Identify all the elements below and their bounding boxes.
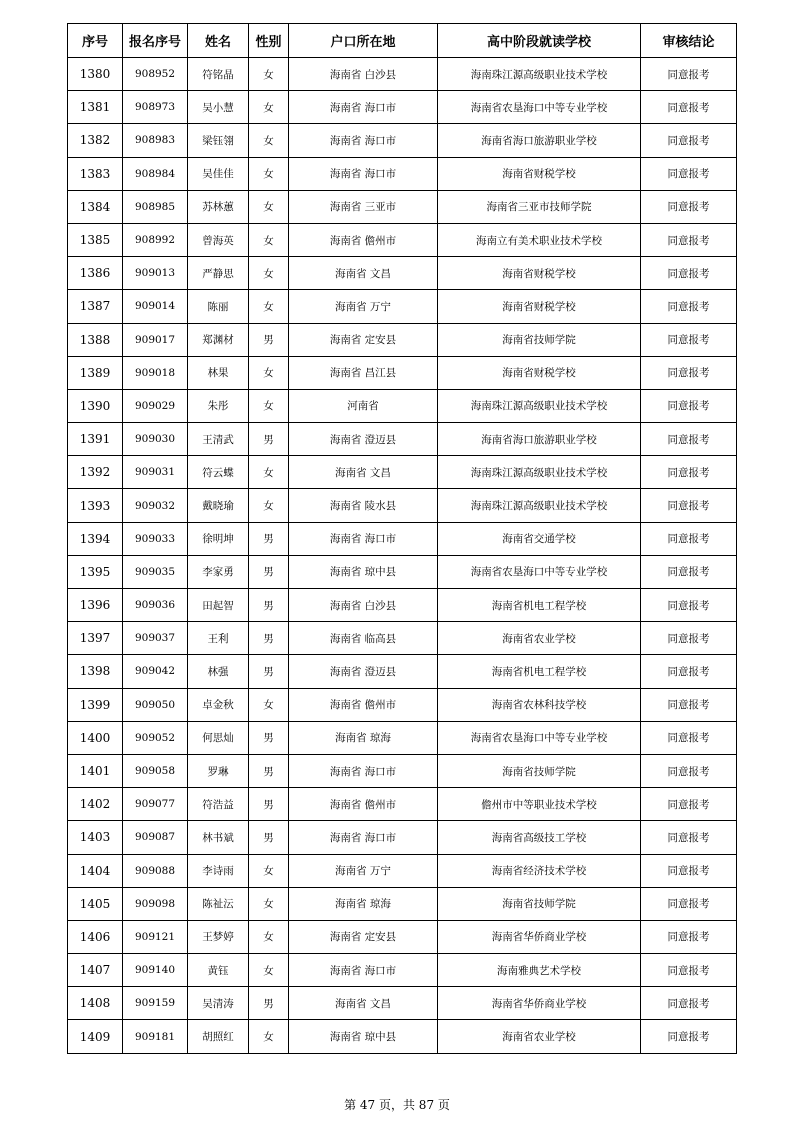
cell-conclusion: 同意报考	[641, 290, 737, 323]
cell-reg-no: 909033	[123, 522, 188, 555]
cell-school: 海南省农业学校	[438, 1020, 641, 1053]
table-row	[68, 423, 737, 456]
cell-seq: 1409	[68, 1020, 123, 1053]
cell-hukou: 海南省 海口市	[289, 821, 438, 854]
cell-reg-no: 909077	[123, 788, 188, 821]
cell-reg-no: 909159	[123, 987, 188, 1020]
cell-conclusion: 同意报考	[641, 157, 737, 190]
cell-seq: 1405	[68, 887, 123, 920]
table-row	[68, 821, 737, 854]
cell-hukou: 海南省 定安县	[289, 920, 438, 953]
table-row	[68, 589, 737, 622]
cell-conclusion: 同意报考	[641, 854, 737, 887]
cell-name: 黄钰	[188, 954, 249, 987]
cell-school: 海南省技师学院	[438, 323, 641, 356]
cell-reg-no: 909037	[123, 622, 188, 655]
cell-gender: 女	[249, 854, 289, 887]
cell-name: 罗琳	[188, 754, 249, 787]
cell-hukou: 海南省 海口市	[289, 91, 438, 124]
table-row	[68, 356, 737, 389]
table-body	[68, 58, 737, 1054]
table-row	[68, 754, 737, 787]
cell-reg-no: 908983	[123, 124, 188, 157]
table-row	[68, 555, 737, 588]
cell-name: 符铭晶	[188, 58, 249, 91]
cell-hukou: 海南省 文昌	[289, 257, 438, 290]
cell-conclusion: 同意报考	[641, 323, 737, 356]
table-row	[68, 323, 737, 356]
cell-hukou: 海南省 文昌	[289, 987, 438, 1020]
cell-gender: 女	[249, 456, 289, 489]
cell-seq: 1386	[68, 257, 123, 290]
cell-name: 胡照红	[188, 1020, 249, 1053]
cell-reg-no: 909052	[123, 721, 188, 754]
column-header-gender: 性别	[249, 24, 289, 58]
cell-name: 郑渊材	[188, 323, 249, 356]
table-row	[68, 389, 737, 422]
cell-conclusion: 同意报考	[641, 954, 737, 987]
cell-gender: 男	[249, 555, 289, 588]
cell-reg-no: 909088	[123, 854, 188, 887]
cell-seq: 1388	[68, 323, 123, 356]
cell-gender: 女	[249, 887, 289, 920]
cell-conclusion: 同意报考	[641, 721, 737, 754]
cell-gender: 女	[249, 223, 289, 256]
cell-hukou: 海南省 澄迈县	[289, 655, 438, 688]
cell-school: 海南省农林科技学校	[438, 688, 641, 721]
table-row	[68, 920, 737, 953]
cell-name: 李诗雨	[188, 854, 249, 887]
cell-seq: 1407	[68, 954, 123, 987]
cell-conclusion: 同意报考	[641, 456, 737, 489]
cell-seq: 1398	[68, 655, 123, 688]
cell-name: 苏林蕙	[188, 190, 249, 223]
cell-name: 吴小慧	[188, 91, 249, 124]
cell-school: 海南省高级技工学校	[438, 821, 641, 854]
cell-school: 海南立有美术职业技术学校	[438, 223, 641, 256]
cell-seq: 1399	[68, 688, 123, 721]
cell-seq: 1384	[68, 190, 123, 223]
cell-school: 海南省财税学校	[438, 157, 641, 190]
cell-reg-no: 909121	[123, 920, 188, 953]
cell-gender: 男	[249, 655, 289, 688]
cell-hukou: 海南省 琼海	[289, 721, 438, 754]
cell-name: 林书斌	[188, 821, 249, 854]
cell-conclusion: 同意报考	[641, 58, 737, 91]
column-header-seq: 序号	[68, 24, 123, 58]
table-row	[68, 788, 737, 821]
cell-gender: 女	[249, 489, 289, 522]
cell-gender: 男	[249, 788, 289, 821]
cell-name: 严静思	[188, 257, 249, 290]
table-row	[68, 290, 737, 323]
table-row	[68, 854, 737, 887]
cell-gender: 女	[249, 190, 289, 223]
cell-school: 海南省农垦海口中等专业学校	[438, 91, 641, 124]
cell-seq: 1403	[68, 821, 123, 854]
cell-gender: 男	[249, 622, 289, 655]
cell-school: 海南省交通学校	[438, 522, 641, 555]
cell-name: 林果	[188, 356, 249, 389]
table-row	[68, 1020, 737, 1053]
cell-name: 梁钰翎	[188, 124, 249, 157]
cell-hukou: 海南省 海口市	[289, 522, 438, 555]
cell-conclusion: 同意报考	[641, 489, 737, 522]
cell-conclusion: 同意报考	[641, 987, 737, 1020]
cell-reg-no: 909031	[123, 456, 188, 489]
cell-seq: 1393	[68, 489, 123, 522]
cell-name: 田起智	[188, 589, 249, 622]
cell-seq: 1387	[68, 290, 123, 323]
cell-reg-no: 909042	[123, 655, 188, 688]
cell-hukou: 河南省	[289, 389, 438, 422]
cell-school: 海南省农垦海口中等专业学校	[438, 721, 641, 754]
cell-school: 海南省海口旅游职业学校	[438, 124, 641, 157]
cell-seq: 1400	[68, 721, 123, 754]
column-header-reg-no: 报名序号	[123, 24, 188, 58]
cell-school: 海南省机电工程学校	[438, 655, 641, 688]
cell-conclusion: 同意报考	[641, 688, 737, 721]
cell-reg-no: 909087	[123, 821, 188, 854]
cell-conclusion: 同意报考	[641, 788, 737, 821]
cell-hukou: 海南省 海口市	[289, 124, 438, 157]
table-row	[68, 223, 737, 256]
cell-name: 陈祉沄	[188, 887, 249, 920]
table-row	[68, 257, 737, 290]
cell-seq: 1390	[68, 389, 123, 422]
cell-name: 何思灿	[188, 721, 249, 754]
cell-school: 海南省经济技术学校	[438, 854, 641, 887]
cell-hukou: 海南省 儋州市	[289, 788, 438, 821]
cell-conclusion: 同意报考	[641, 821, 737, 854]
cell-reg-no: 909018	[123, 356, 188, 389]
cell-school: 海南省机电工程学校	[438, 589, 641, 622]
cell-gender: 女	[249, 58, 289, 91]
cell-name: 王梦婷	[188, 920, 249, 953]
cell-seq: 1396	[68, 589, 123, 622]
table-row	[68, 887, 737, 920]
cell-name: 王清武	[188, 423, 249, 456]
cell-hukou: 海南省 临高县	[289, 622, 438, 655]
cell-name: 陈丽	[188, 290, 249, 323]
cell-name: 徐明坤	[188, 522, 249, 555]
cell-gender: 男	[249, 522, 289, 555]
cell-seq: 1404	[68, 854, 123, 887]
cell-reg-no: 909013	[123, 257, 188, 290]
cell-seq: 1389	[68, 356, 123, 389]
cell-school: 海南省华侨商业学校	[438, 987, 641, 1020]
cell-name: 王利	[188, 622, 249, 655]
cell-school: 海南省农垦海口中等专业学校	[438, 555, 641, 588]
cell-hukou: 海南省 琼中县	[289, 555, 438, 588]
cell-conclusion: 同意报考	[641, 389, 737, 422]
cell-conclusion: 同意报考	[641, 920, 737, 953]
table-row	[68, 622, 737, 655]
table-header	[68, 24, 737, 58]
cell-gender: 女	[249, 124, 289, 157]
cell-hukou: 海南省 儋州市	[289, 688, 438, 721]
cell-school: 海南省财税学校	[438, 257, 641, 290]
cell-gender: 女	[249, 688, 289, 721]
column-header-conclusion: 审核结论	[641, 24, 737, 58]
cell-seq: 1391	[68, 423, 123, 456]
table-row	[68, 456, 737, 489]
cell-reg-no: 909014	[123, 290, 188, 323]
cell-conclusion: 同意报考	[641, 356, 737, 389]
column-header-name: 姓名	[188, 24, 249, 58]
cell-reg-no: 909029	[123, 389, 188, 422]
cell-hukou: 海南省 白沙县	[289, 58, 438, 91]
cell-reg-no: 908952	[123, 58, 188, 91]
cell-school: 海南珠江源高级职业技术学校	[438, 58, 641, 91]
cell-reg-no: 909050	[123, 688, 188, 721]
cell-hukou: 海南省 三亚市	[289, 190, 438, 223]
cell-hukou: 海南省 琼中县	[289, 1020, 438, 1053]
cell-name: 曾海英	[188, 223, 249, 256]
cell-hukou: 海南省 定安县	[289, 323, 438, 356]
cell-hukou: 海南省 海口市	[289, 754, 438, 787]
cell-seq: 1392	[68, 456, 123, 489]
cell-seq: 1395	[68, 555, 123, 588]
cell-conclusion: 同意报考	[641, 124, 737, 157]
cell-school: 海南珠江源高级职业技术学校	[438, 489, 641, 522]
cell-seq: 1385	[68, 223, 123, 256]
cell-conclusion: 同意报考	[641, 622, 737, 655]
cell-hukou: 海南省 白沙县	[289, 589, 438, 622]
cell-seq: 1394	[68, 522, 123, 555]
cell-conclusion: 同意报考	[641, 522, 737, 555]
cell-gender: 男	[249, 423, 289, 456]
table-row	[68, 987, 737, 1020]
table-row	[68, 124, 737, 157]
cell-reg-no: 908973	[123, 91, 188, 124]
page-number-footer: 第 47 页，共 87 页	[344, 1098, 450, 1112]
cell-reg-no: 908992	[123, 223, 188, 256]
cell-reg-no: 908984	[123, 157, 188, 190]
cell-reg-no: 909032	[123, 489, 188, 522]
cell-hukou: 海南省 陵水县	[289, 489, 438, 522]
admission-review-table	[67, 23, 737, 1054]
cell-name: 朱彤	[188, 389, 249, 422]
cell-name: 吴佳佳	[188, 157, 249, 190]
cell-seq: 1381	[68, 91, 123, 124]
cell-conclusion: 同意报考	[641, 423, 737, 456]
cell-school: 海南珠江源高级职业技术学校	[438, 389, 641, 422]
cell-hukou: 海南省 昌江县	[289, 356, 438, 389]
cell-conclusion: 同意报考	[641, 589, 737, 622]
cell-name: 林强	[188, 655, 249, 688]
cell-conclusion: 同意报考	[641, 555, 737, 588]
cell-seq: 1382	[68, 124, 123, 157]
cell-school: 海南省海口旅游职业学校	[438, 423, 641, 456]
cell-name: 符浩益	[188, 788, 249, 821]
cell-seq: 1397	[68, 622, 123, 655]
cell-school: 海南省技师学院	[438, 754, 641, 787]
cell-seq: 1408	[68, 987, 123, 1020]
cell-reg-no: 909036	[123, 589, 188, 622]
cell-conclusion: 同意报考	[641, 754, 737, 787]
cell-name: 吴清涛	[188, 987, 249, 1020]
cell-seq: 1402	[68, 788, 123, 821]
cell-reg-no: 909030	[123, 423, 188, 456]
cell-reg-no: 908985	[123, 190, 188, 223]
table-row	[68, 688, 737, 721]
cell-hukou: 海南省 琼海	[289, 887, 438, 920]
cell-seq: 1401	[68, 754, 123, 787]
cell-school: 儋州市中等职业技术学校	[438, 788, 641, 821]
cell-gender: 女	[249, 954, 289, 987]
cell-gender: 男	[249, 754, 289, 787]
table-row	[68, 721, 737, 754]
cell-reg-no: 909058	[123, 754, 188, 787]
cell-conclusion: 同意报考	[641, 190, 737, 223]
cell-school: 海南省技师学院	[438, 887, 641, 920]
cell-school: 海南省财税学校	[438, 290, 641, 323]
cell-conclusion: 同意报考	[641, 1020, 737, 1053]
cell-hukou: 海南省 海口市	[289, 954, 438, 987]
table-row	[68, 954, 737, 987]
table-row	[68, 190, 737, 223]
cell-conclusion: 同意报考	[641, 887, 737, 920]
cell-hukou: 海南省 儋州市	[289, 223, 438, 256]
table-row	[68, 489, 737, 522]
cell-gender: 男	[249, 721, 289, 754]
cell-reg-no: 909098	[123, 887, 188, 920]
cell-gender: 女	[249, 389, 289, 422]
cell-seq: 1406	[68, 920, 123, 953]
table-row	[68, 522, 737, 555]
cell-gender: 女	[249, 157, 289, 190]
cell-school: 海南珠江源高级职业技术学校	[438, 456, 641, 489]
cell-conclusion: 同意报考	[641, 91, 737, 124]
cell-gender: 女	[249, 1020, 289, 1053]
cell-hukou: 海南省 文昌	[289, 456, 438, 489]
cell-gender: 男	[249, 323, 289, 356]
cell-name: 李家勇	[188, 555, 249, 588]
cell-gender: 女	[249, 920, 289, 953]
cell-school: 海南雅典艺术学校	[438, 954, 641, 987]
cell-school: 海南省财税学校	[438, 356, 641, 389]
cell-conclusion: 同意报考	[641, 257, 737, 290]
cell-name: 戴晓瑜	[188, 489, 249, 522]
cell-name: 卓金秋	[188, 688, 249, 721]
cell-gender: 男	[249, 987, 289, 1020]
cell-gender: 女	[249, 290, 289, 323]
cell-gender: 女	[249, 257, 289, 290]
cell-hukou: 海南省 万宁	[289, 854, 438, 887]
table-row	[68, 91, 737, 124]
cell-gender: 男	[249, 821, 289, 854]
cell-reg-no: 909035	[123, 555, 188, 588]
cell-school: 海南省农业学校	[438, 622, 641, 655]
cell-conclusion: 同意报考	[641, 655, 737, 688]
column-header-school: 高中阶段就读学校	[438, 24, 641, 58]
cell-reg-no: 909181	[123, 1020, 188, 1053]
header-row	[68, 24, 737, 58]
cell-gender: 男	[249, 589, 289, 622]
cell-gender: 女	[249, 356, 289, 389]
cell-reg-no: 909017	[123, 323, 188, 356]
cell-name: 符云蝶	[188, 456, 249, 489]
table-row	[68, 157, 737, 190]
cell-conclusion: 同意报考	[641, 223, 737, 256]
cell-gender: 女	[249, 91, 289, 124]
table-row	[68, 655, 737, 688]
cell-seq: 1383	[68, 157, 123, 190]
cell-hukou: 海南省 万宁	[289, 290, 438, 323]
cell-school: 海南省三亚市技师学院	[438, 190, 641, 223]
cell-school: 海南省华侨商业学校	[438, 920, 641, 953]
cell-hukou: 海南省 海口市	[289, 157, 438, 190]
table-row	[68, 58, 737, 91]
cell-seq: 1380	[68, 58, 123, 91]
cell-reg-no: 909140	[123, 954, 188, 987]
cell-hukou: 海南省 澄迈县	[289, 423, 438, 456]
column-header-hukou: 户口所在地	[289, 24, 438, 58]
